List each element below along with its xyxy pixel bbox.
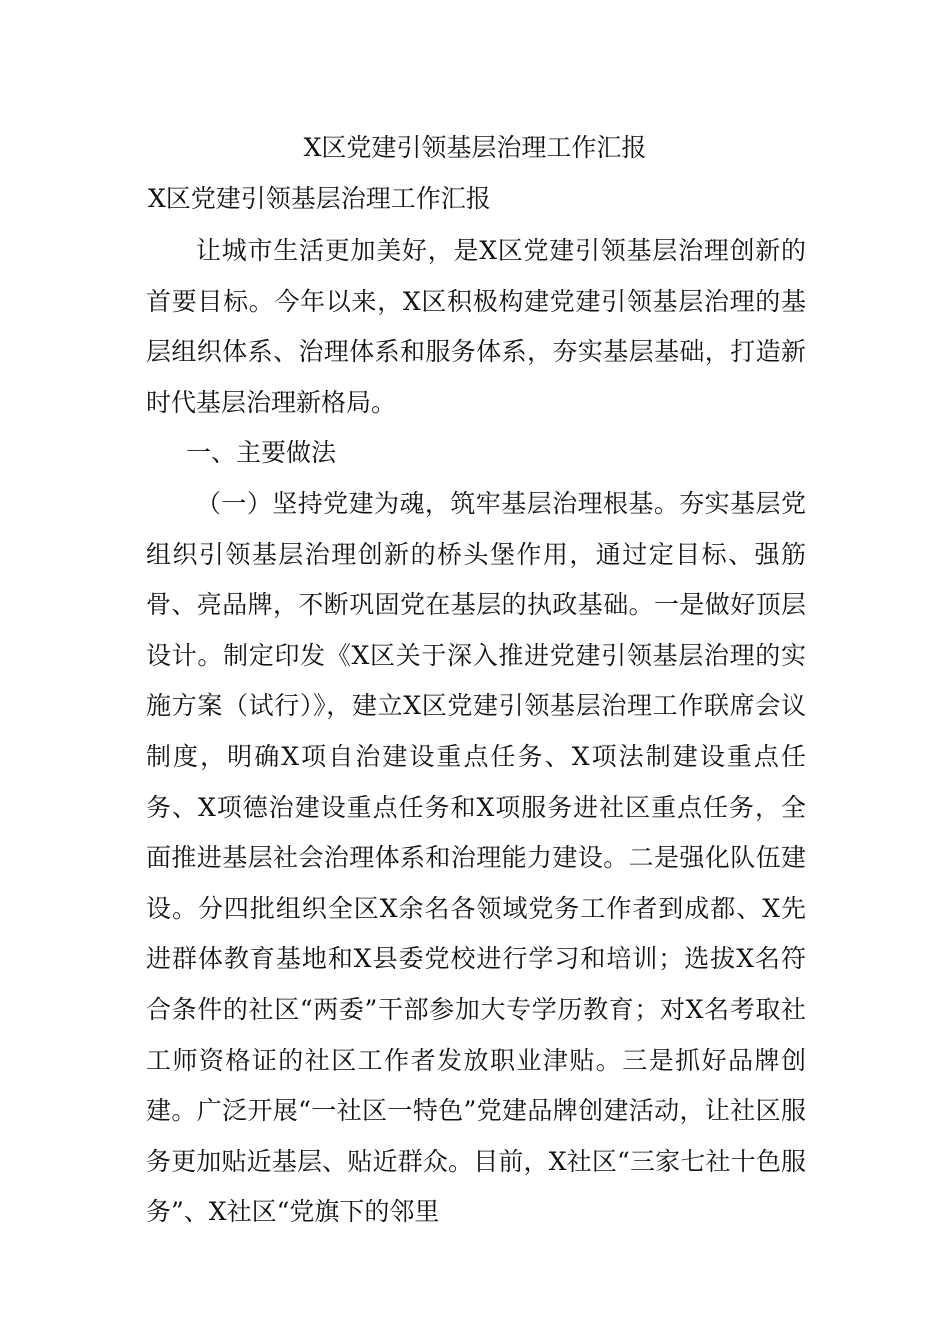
document-body — [146, 226, 806, 1238]
intro-paragraph: 让城市生活更加美好，是X区党建引领基层治理创新的首要目标。今年以来，X区积极构建党建引领基层治理的基层组织体系、治理体系和服务体系，夯实基层基础，打造新时代基层治理新格局。 — [146, 236, 806, 417]
section-paragraph-party-building: （一）坚持党建为魂，筑牢基层治理根基。夯实基层党组织引领基层治理创新的桥头堡作用，通过定目标、强筋骨、亮品牌，不断巩固党在基层的执政基础。一是做好顶层设计。制定印发《X区关于深入推进党建引领基层治理的实施方案（试行）》，建立X区党建引领基层治理工作联席会议制度，明确X项自治建设重点任务、X项法制建设重点任务、X项德治建设重点任务和X项服务进社区重点任务，全面推进基层社会治理体系和治理能力建设。二是强化队伍建设。分四批组织全区X余名各领域党务工作者到成都、X先进群体教育基地和X县委党校进行学习和培训；选拔X名符合条件的社区“两委”干部参加大专学历教育；对X名考取社工师资格证的社区工作者发放职业津贴。三是抓好品牌创建。广泛开展“一社区一特色”党建品牌创建活动，让社区服务更加贴近基层、贴近群众。目前，X社区“三家七社十色服务”、X社区“党旗下的邻里 — [146, 488, 806, 1227]
document-title: X区党建引领基层治理工作汇报 — [303, 133, 647, 162]
document-subtitle: X区党建引领基层治理工作汇报 — [148, 184, 491, 213]
section-heading-main-practices: 一、主要做法 — [186, 438, 337, 468]
